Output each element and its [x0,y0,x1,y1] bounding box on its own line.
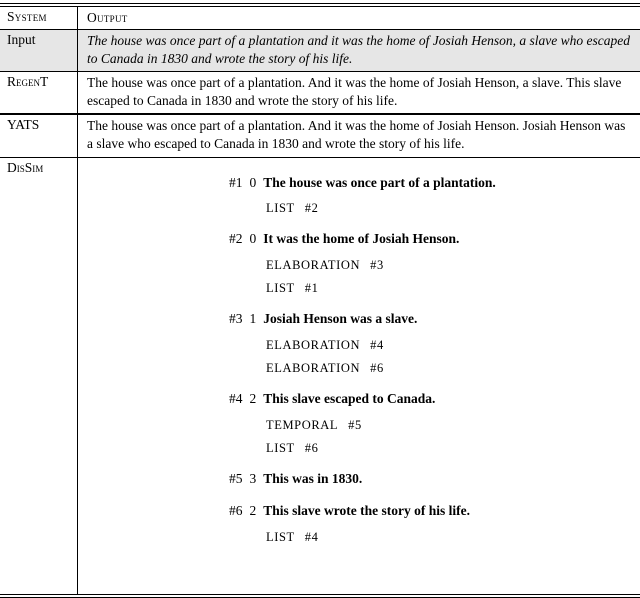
dissim-relation-type: LIST [266,201,295,216]
table-row-dissim [0,158,640,594]
dissim-relation-target: #1 [304,281,319,296]
dissim-relation [266,257,622,273]
dissim-relation-target: #3 [370,257,384,272]
output-text-input: The house was once part of a plantation and it was the home of Josiah Henson, a slave who escaped to Canada in 1830 and wrote the story of his life. [87,33,630,67]
dissim-relation [266,417,622,433]
dissim-relation-target: #4 [304,529,319,544]
output-cell-dissim [78,158,640,594]
header-cell-output [78,7,640,29]
header-output-label: Output [87,10,128,25]
dissim-sentence-text: This slave escaped to Canada. [263,391,436,407]
header-cell-system [0,7,78,29]
dissim-sentence-id: #5 [229,471,243,487]
dissim-relation-type: LIST [266,529,295,544]
dissim-sentence-id: #4 [229,391,243,407]
dissim-item [229,390,622,456]
table-row-yats [0,115,640,157]
dissim-item [229,502,622,545]
dissim-sentence-text: Josiah Henson was a slave. [263,311,418,327]
dissim-sentence-level: 1 [249,311,257,327]
dissim-item [229,470,622,488]
dissim-sentence-line [229,310,622,328]
dissim-relation-type: LIST [266,441,295,456]
dissim-sentence-line [229,390,622,408]
dissim-sentence-level: 0 [249,231,257,247]
dissim-relation [266,200,622,216]
dissim-relation-target: #6 [304,441,319,456]
dissim-relation-type: TEMPORAL [266,417,339,432]
system-cell-regent [0,72,78,113]
dissim-sentence-text: This slave wrote the story of his life. [263,503,470,519]
system-cell-input [0,30,78,71]
system-label-regent: RegenT [7,74,49,90]
dissim-sentence-text: The house was once part of a plantation. [263,174,496,190]
dissim-sentence-id: #3 [229,311,243,327]
dissim-relation-type: ELABORATION [266,257,361,272]
system-label-yats: YATS [7,117,40,133]
dissim-sentence-level: 0 [249,174,257,190]
dissim-sentence-text: It was the home of Josiah Henson. [263,231,460,247]
dissim-relation-type: ELABORATION [266,361,361,376]
dissim-sentence-id: #6 [229,503,243,519]
dissim-relation [266,440,622,456]
dissim-item [229,174,622,217]
dissim-sentence-id: #1 [229,174,243,190]
table-row-input [0,30,640,72]
dissim-relation-type: LIST [266,281,295,296]
dissim-sentence-line [229,174,622,192]
dissim-sentence-line [229,502,622,520]
dissim-item [229,310,622,376]
output-text-regent: The house was once part of a plantation. And it was the home of Josiah Henson, a slave. This slave escaped to Canada in 1830 and wrote the story of his life. [87,75,622,109]
system-label-input: Input [7,32,36,48]
bottom-rule [0,594,640,598]
dissim-sentence-level: 2 [249,503,257,519]
dissim-relation [266,280,622,296]
dissim-relation [266,360,622,376]
table-row-regent [0,72,640,115]
header-system-label: System [7,9,47,24]
system-cell-dissim [0,158,78,594]
dissim-relation [266,337,622,353]
output-cell-regent [78,72,640,113]
dissim-relation-target: #5 [348,417,362,432]
system-cell-yats [0,115,78,156]
output-cell-input [78,30,640,71]
dissim-relation [266,529,622,545]
output-text-yats: The house was once part of a plantation. And it was the home of Josiah Henson. Josiah Henson was a slave who escaped to Canada in 1830 and wrote the story of his life. [87,118,626,152]
dissim-relation-target: #4 [370,337,384,352]
dissim-sentence-id: #2 [229,231,243,247]
dissim-sentence-line [229,230,622,248]
output-cell-yats [78,115,640,156]
dissim-relation-target: #2 [304,201,319,216]
dissim-relation-type: ELABORATION [266,337,361,352]
dissim-sentence-level: 3 [249,471,257,487]
dissim-sentence-line [229,470,622,488]
system-label-dissim: DisSim [7,159,44,175]
dissim-tree [87,160,630,545]
dissim-sentence-level: 2 [249,391,257,407]
table-header-row [0,7,640,30]
dissim-relation-target: #6 [370,361,384,376]
dissim-sentence-text: This was in 1830. [263,471,363,487]
dissim-item [229,230,622,296]
